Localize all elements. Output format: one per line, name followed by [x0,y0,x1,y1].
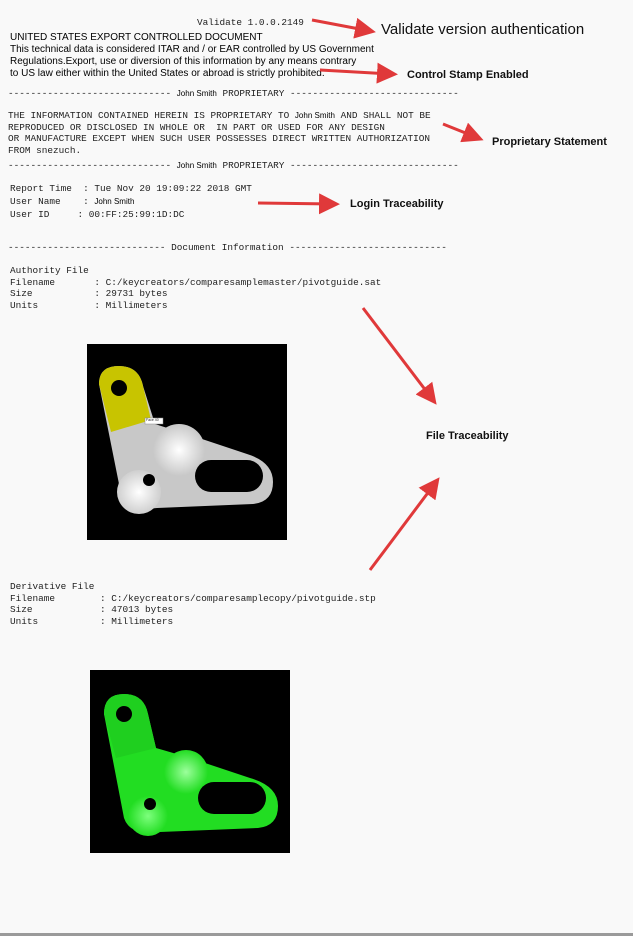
annotation-login-traceability: Login Traceability [350,198,444,210]
user-id-value: 00:FF:25:99:1D:DC [88,209,185,220]
proprietary-label: PROPRIETARY [222,160,285,171]
derivative-filename-label: Filename : [10,592,112,604]
export-line-1: UNITED STATES EXPORT CONTROLLED DOCUMENT [10,32,263,43]
arrow-login [258,203,334,204]
proprietary-line-3: OR MANUFACTURE EXCEPT WHEN SUCH USER POSSESSES DIRECT WRITTEN AUTHORIZATION [8,133,430,145]
separator-right: ------------------------------ [290,160,459,171]
user-name-label: User Name : [10,196,95,207]
proprietary-label: PROPRIETARY [222,88,285,99]
authority-size-label: Size : [10,288,106,300]
doc-info-sep-right: ---------------------------- [289,242,447,253]
separator-right: ------------------------------ [290,88,459,99]
doc-info-title: Document Information [165,242,290,253]
annotation-file-traceability: File Traceability [426,430,509,442]
report-time-value: Tue Nov 20 19:09:22 2018 GMT [94,183,252,194]
doc-info-sep-left: ---------------------------- [8,242,166,253]
annotation-version-authentication: Validate version authentication [381,21,585,38]
proprietary-owner-name: John Smith [176,161,217,170]
arrow-file-authority [363,308,433,400]
derivative-filename-value: C:/keycreators/comparesamplecopy/pivotguide.stp [111,592,376,604]
authority-size-value: 29731 bytes [105,288,168,300]
proprietary-owner-name: John Smith [176,89,217,98]
arrow-version [312,20,370,31]
export-line-3: Regulations.Export, use or diversion of this information by any means contrary [10,56,357,67]
arrow-control-stamp [320,70,392,74]
annotation-proprietary-statement: Proprietary Statement [492,136,607,148]
separator-left: ----------------------------- [8,160,172,171]
proprietary-line-2: REPRODUCED OR DISCLOSED IN WHOLE OR IN PART OR USED FOR ANY DESIGN [8,121,385,133]
derivative-heading: Derivative File [10,581,95,592]
annotation-control-stamp: Control Stamp Enabled [407,69,529,81]
authority-units-label: Units : [10,299,106,311]
proprietary-line-4: FROM snezuch. [8,144,82,156]
face-label: Face 40 [146,418,159,422]
derivative-units-value: Millimeters [111,615,174,627]
separator-left: ----------------------------- [8,88,172,99]
derivative-size-value: 47013 bytes [111,604,174,616]
derivative-units-label: Units : [10,615,112,627]
report-time-label: Report Time : [10,183,95,194]
arrow-proprietary [443,124,478,138]
authority-heading: Authority File [10,265,89,276]
user-id-label: User ID : [10,209,89,220]
arrow-file-derivative [370,482,436,570]
proprietary-line-1-prefix: THE INFORMATION CONTAINED HEREIN IS PROPRIETARY TO [8,110,295,121]
user-name-value: John Smith [94,197,135,206]
proprietary-line-1-suffix: AND SHALL NOT BE [334,110,431,121]
derivative-size-label: Size : [10,604,112,616]
authority-units-value: Millimeters [105,299,168,311]
export-line-2: This technical data is considered ITAR and / or EAR controlled by US Government [10,44,374,55]
version-label: Validate 1.0.0.2149 [197,17,304,28]
authority-filename-value: C:/keycreators/comparesamplemaster/pivotguide.sat [105,276,382,288]
export-line-4: to US law either within the United States or abroad is strictly prohibited. [10,68,325,79]
authority-filename-label: Filename : [10,276,106,288]
proprietary-line-1-name: John Smith [294,111,335,120]
